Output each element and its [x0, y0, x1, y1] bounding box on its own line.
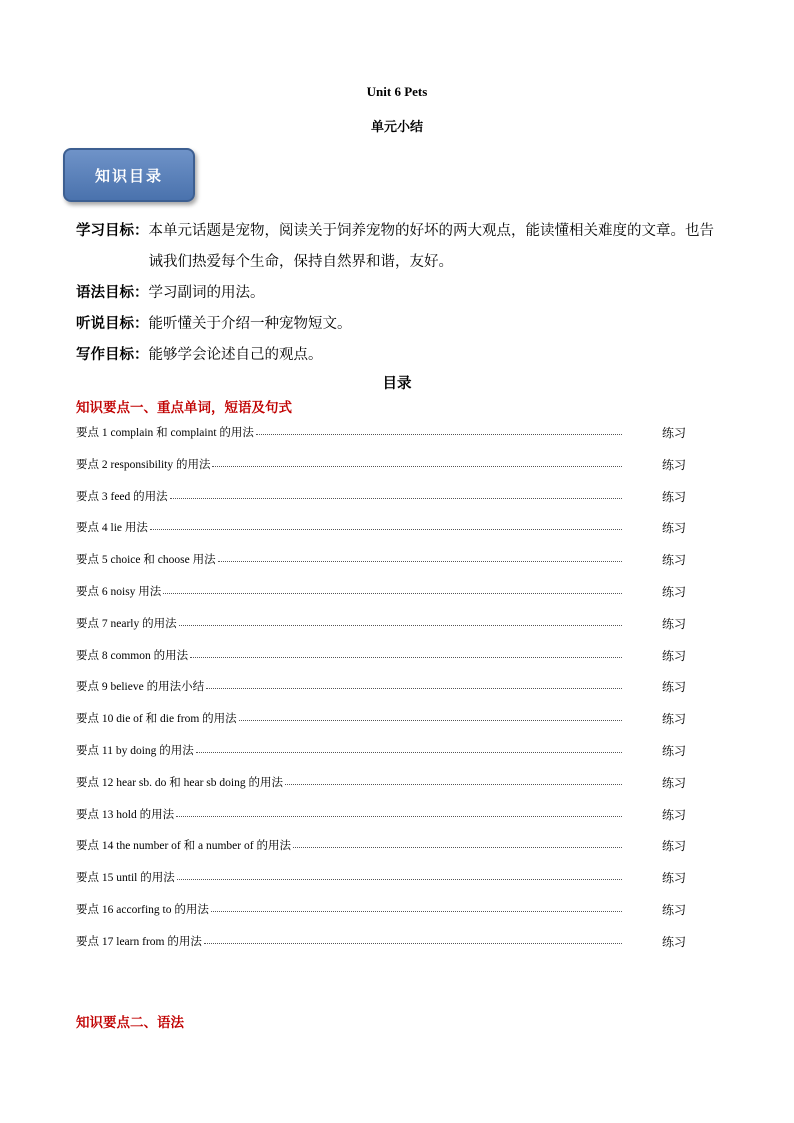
dot-leader [204, 933, 622, 944]
toc-entry-label[interactable]: 要点 16 accorfing to 的用法 [76, 903, 209, 916]
dot-leader [190, 647, 622, 658]
toc-entry-label[interactable]: 要点 15 until 的用法 [76, 872, 175, 885]
toc-entry[interactable] [76, 710, 686, 742]
dot-leader [150, 519, 622, 530]
goal-text: 学习副词的用法。 [148, 285, 265, 301]
toc-practice-link[interactable]: 练习 [661, 743, 686, 758]
toc-entry[interactable] [76, 806, 686, 838]
toc-entry[interactable] [76, 615, 686, 647]
goal-learning [76, 216, 726, 278]
goal-text: 本单元话题是宠物，阅读关于饲养宠物的好坏的两大观点，能读懂相关难度的文章。也告诫我们热爱每个生命，保持自然界和谐，友好。 [148, 223, 714, 270]
goal-grammar [76, 278, 726, 309]
toc-entry[interactable] [76, 647, 686, 679]
dot-leader [211, 901, 622, 912]
toc-practice-link[interactable]: 练习 [661, 489, 686, 504]
dot-leader [163, 583, 622, 594]
toc-entry-label[interactable]: 要点 8 common 的用法 [76, 649, 189, 662]
toc-practice-link[interactable]: 练习 [661, 616, 686, 631]
toc-entry[interactable] [76, 424, 686, 456]
toc-practice-link[interactable]: 练习 [661, 775, 686, 790]
goal-text: 能够学会论述自己的观点。 [148, 347, 323, 363]
toc-entry[interactable] [76, 678, 686, 710]
toc-entry[interactable] [76, 583, 686, 615]
goal-label: 写作目标： [76, 347, 149, 363]
toc-entry-label[interactable]: 要点 1 complain 和 complaint 的用法 [76, 427, 254, 439]
toc-entry[interactable] [76, 488, 686, 520]
section-heading-key-points: 知识要点一、重点单词，短语及句式 [76, 400, 292, 416]
toc-practice-link[interactable]: 练习 [661, 584, 686, 599]
dot-leader [212, 456, 622, 467]
goal-label: 学习目标： [76, 223, 149, 239]
toc-practice-link[interactable]: 练习 [661, 457, 686, 472]
document-subtitle: 单元小结 [370, 120, 423, 135]
document-title: Unit 6 Pets [366, 84, 428, 99]
knowledge-catalog-badge [63, 148, 195, 202]
toc-entry[interactable] [76, 933, 686, 965]
toc-entry-label[interactable]: 要点 14 the number of 和 a number of 的用法 [76, 840, 291, 853]
badge-label: 知识目录 [94, 166, 163, 185]
dot-leader [206, 678, 622, 689]
goal-writing [76, 340, 726, 371]
toc-entry[interactable] [76, 742, 686, 774]
dot-leader [176, 806, 622, 817]
toc-practice-link[interactable]: 练习 [661, 807, 686, 822]
toc-list [76, 424, 686, 965]
toc-entry[interactable] [76, 551, 686, 583]
toc-entry-label[interactable]: 要点 13 hold 的用法 [76, 808, 175, 821]
dot-leader [196, 742, 622, 753]
toc-practice-link[interactable]: 练习 [661, 839, 686, 854]
toc-practice-link[interactable]: 练习 [661, 712, 686, 727]
toc-entry-label[interactable]: 要点 10 die of 和 die from 的用法 [76, 713, 237, 726]
toc-practice-link[interactable]: 练习 [661, 680, 686, 695]
toc-entry[interactable] [76, 519, 686, 551]
learning-goals [76, 216, 726, 371]
toc-entry-label[interactable]: 要点 5 choice 和 choose 用法 [76, 554, 216, 567]
dot-leader [179, 615, 622, 626]
dot-leader [285, 774, 622, 785]
toc-entry[interactable] [76, 869, 686, 901]
toc-practice-link[interactable]: 练习 [661, 521, 686, 536]
toc-practice-link[interactable]: 练习 [661, 426, 686, 440]
toc-entry[interactable] [76, 456, 686, 488]
toc-entry-label[interactable]: 要点 3 feed 的用法 [76, 490, 168, 503]
toc-entry[interactable] [76, 901, 686, 933]
toc-entry-label[interactable]: 要点 12 hear sb. do 和 hear sb doing 的用法 [76, 776, 283, 789]
dot-leader [239, 710, 622, 721]
goal-label: 听说目标： [76, 316, 149, 332]
toc-entry-label[interactable]: 要点 11 by doing 的用法 [76, 744, 194, 757]
toc-entry-label[interactable]: 要点 2 responsibility 的用法 [76, 458, 211, 471]
toc-entry-label[interactable]: 要点 4 lie 用法 [76, 522, 148, 535]
toc-practice-link[interactable]: 练习 [661, 648, 686, 663]
toc-entry-label[interactable]: 要点 7 nearly 的用法 [76, 617, 177, 630]
dot-leader [170, 488, 622, 499]
toc-entry[interactable] [76, 837, 686, 869]
dot-leader [218, 551, 622, 562]
toc-entry-label[interactable]: 要点 9 believe 的用法小结 [76, 681, 205, 694]
toc-practice-link[interactable]: 练习 [661, 553, 686, 568]
goal-listening [76, 309, 726, 340]
toc-entry[interactable] [76, 774, 686, 806]
toc-practice-link[interactable]: 练习 [661, 871, 686, 886]
toc-practice-link[interactable]: 练习 [661, 902, 686, 917]
dot-leader [293, 837, 622, 848]
dot-leader [177, 869, 622, 880]
toc-practice-link[interactable]: 练习 [661, 934, 686, 949]
dot-leader [256, 424, 622, 435]
section-heading-grammar: 知识要点二、语法 [76, 1015, 184, 1031]
goal-label: 语法目标： [76, 285, 149, 301]
toc-entry-label[interactable]: 要点 17 learn from 的用法 [76, 935, 202, 948]
toc-title: 目录 [382, 376, 412, 392]
toc-entry-label[interactable]: 要点 6 noisy 用法 [76, 585, 162, 598]
goal-text: 能听懂关于介绍一种宠物短文。 [148, 316, 352, 332]
